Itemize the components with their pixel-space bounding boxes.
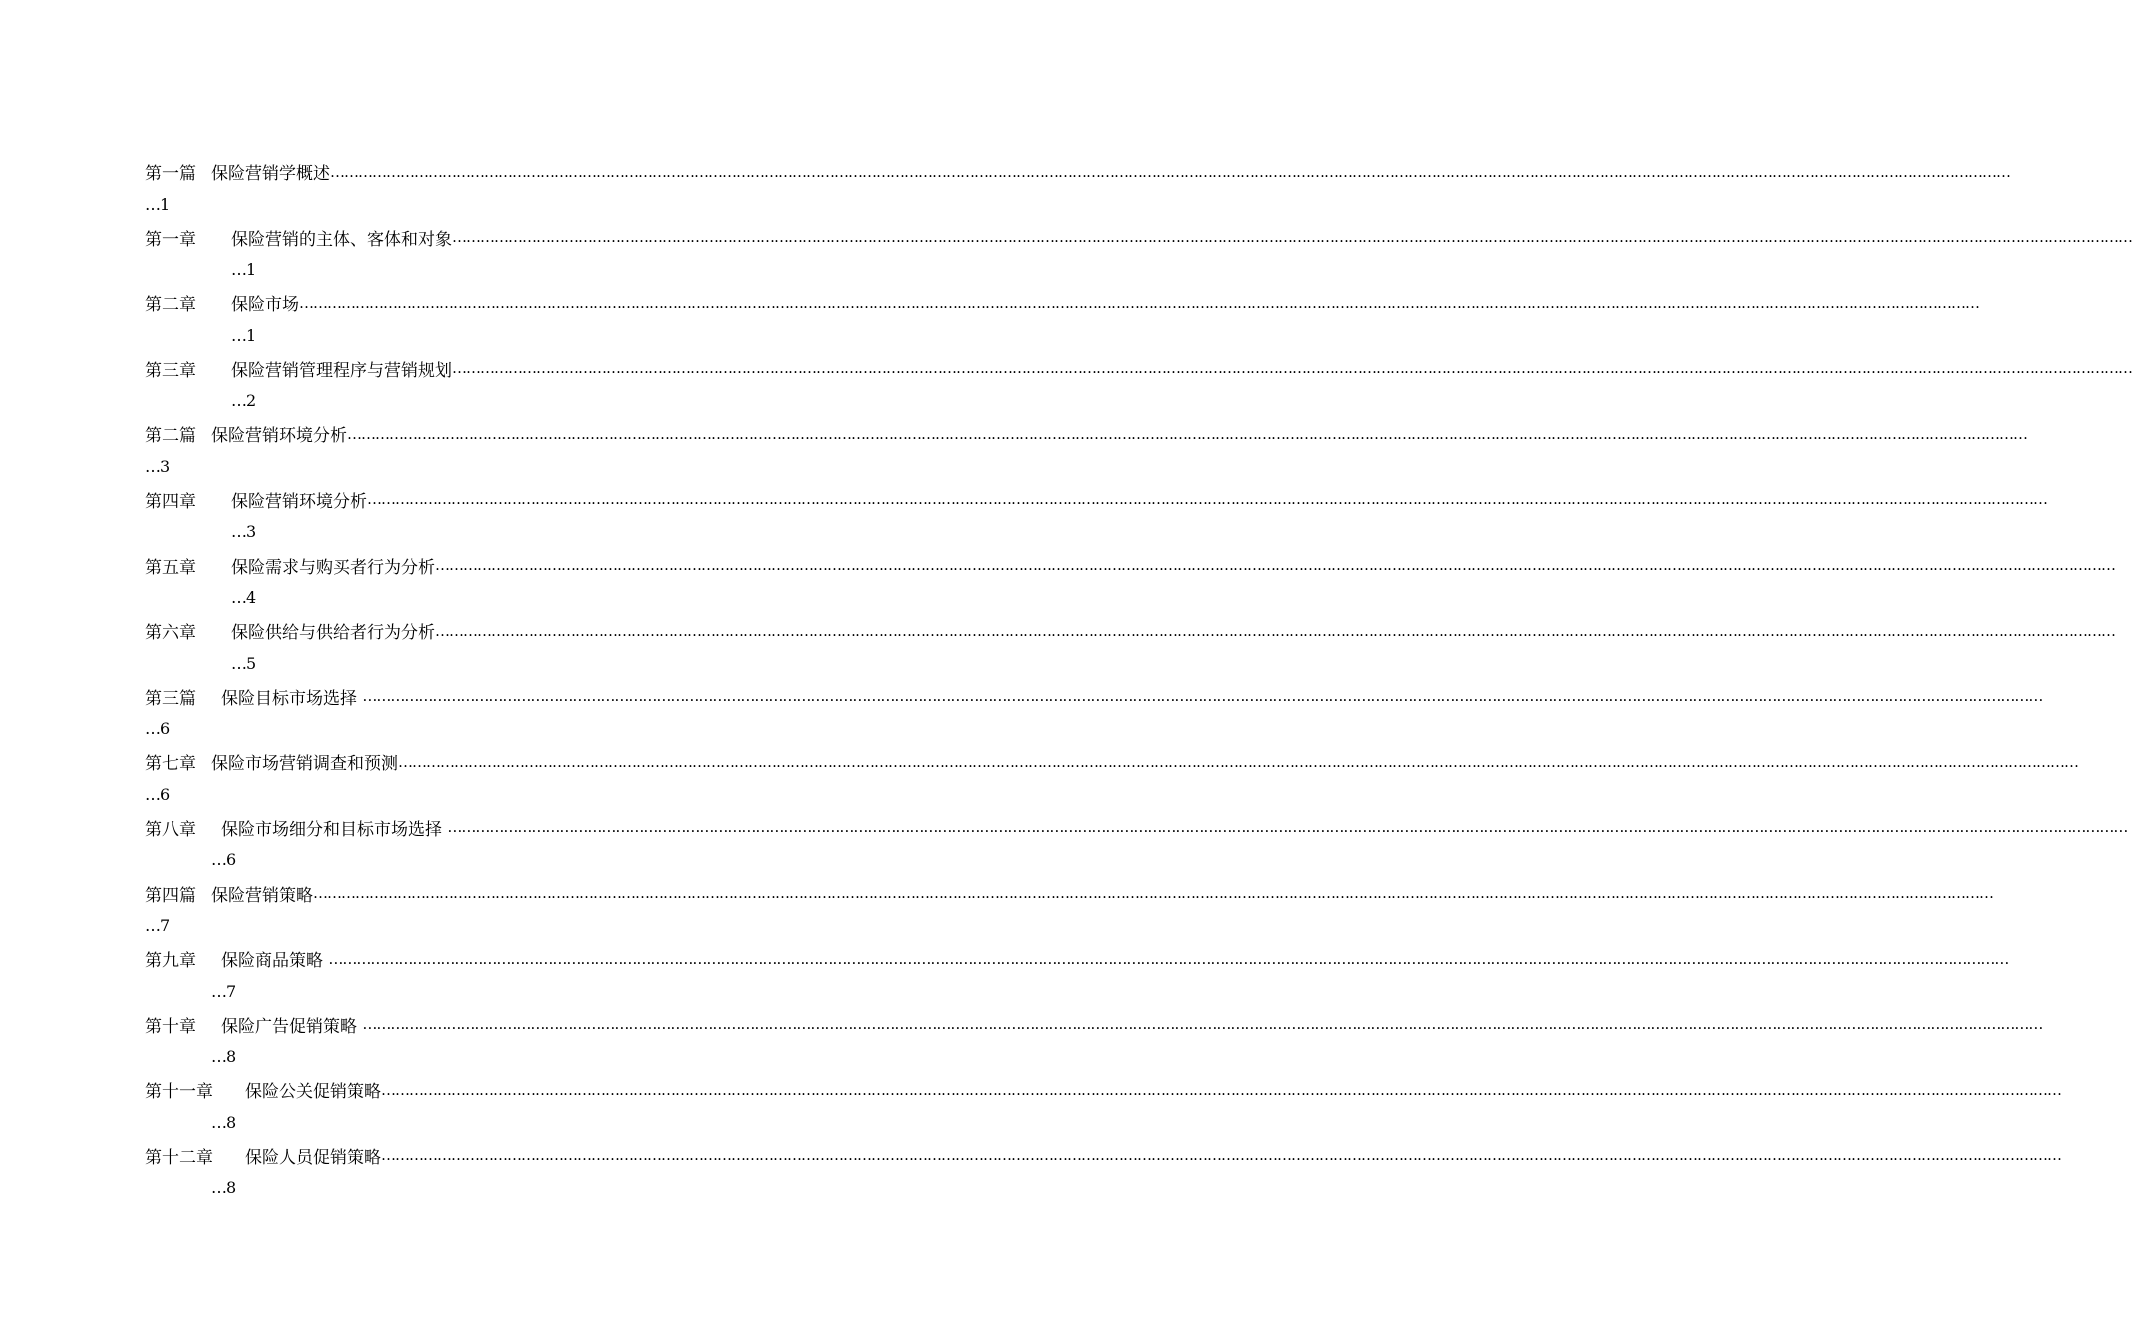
toc-entry-page-line <box>145 844 805 876</box>
toc-entry-leader-dots: ……………………………………………………………………………………………………………………………………………………………………………………………………………………………………………………………………………………………………………………………… <box>362 1015 2043 1034</box>
toc-entry-page-number: 7 <box>160 916 171 936</box>
toc-entry-heading-line <box>145 877 1993 910</box>
toc-entry-page-line <box>145 188 805 220</box>
toc-entry[interactable] <box>145 1008 2043 1074</box>
toc-entry-label: 第一篇 <box>145 164 196 184</box>
toc-entry[interactable] <box>145 614 2115 680</box>
toc-entry-page-number: 7 <box>226 981 237 1001</box>
toc-entry-leader-dots: ……………………………………………………………………………………………………………………………………………………………………………………………………………………………………………………………………………………………………………………………… <box>367 490 2047 509</box>
toc-entry-page-number: 5 <box>246 653 257 673</box>
toc-entry[interactable] <box>145 417 2027 483</box>
toc-entry-title: 保险营销环境分析 <box>231 491 367 512</box>
toc-entry-page-number: 8 <box>226 1047 237 1067</box>
toc-entry-label: 第四篇 <box>145 885 196 906</box>
toc-entry-page-line <box>145 713 805 745</box>
toc-entry-title: 保险营销环境分析 <box>211 426 347 447</box>
toc-entry-page-leader: … <box>231 325 246 345</box>
toc-entry[interactable] <box>145 286 1979 352</box>
toc-entry-leader-dots: ……………………………………………………………………………………………………………………………………………………………………………………………………………………………………………………………………………………………………………………………… <box>381 1080 2061 1099</box>
toc-entry-page-line <box>145 975 805 1007</box>
toc-entry-heading-line <box>145 221 2132 254</box>
toc-entry-title: 保险营销的主体、客体和对象 <box>231 229 452 250</box>
toc-entry-page-line <box>145 254 805 286</box>
toc-entry-title: 保险营销策略 <box>211 885 313 906</box>
toc-entry-page-number: 1 <box>246 325 257 345</box>
toc-entry[interactable] <box>145 155 2010 221</box>
toc-entry-page-number: 8 <box>226 1178 237 1198</box>
toc-entry-page-leader: … <box>231 522 246 542</box>
toc-entry[interactable] <box>145 549 2115 615</box>
toc-entry-page-line <box>145 1041 805 1073</box>
toc-entry-leader-dots: ……………………………………………………………………………………………………………………………………………………………………………………………………………………………………………………………………………………………………………………………… <box>435 621 2115 640</box>
toc-entry-leader-dots: ……………………………………………………………………………………………………………………………………………………………………………………………………………………………………………………………………………………………………………………………… <box>381 1146 2061 1165</box>
toc-entry-title: 保险公关促销策略 <box>245 1082 381 1103</box>
toc-entry-page-line <box>145 516 805 548</box>
toc-entry-page-line <box>145 647 805 679</box>
toc-entry-label: 第二章 <box>145 295 196 316</box>
toc-entry-label: 第五章 <box>145 557 196 578</box>
toc-entry-label: 第八章 <box>145 819 196 840</box>
toc-entry-leader-dots: ……………………………………………………………………………………………………………………………………………………………………………………………………………………………………………………………………………………………………………………………… <box>328 949 2009 968</box>
toc-entry[interactable] <box>145 680 2043 746</box>
toc-entry-heading-line <box>145 680 2043 713</box>
toc-entry-page-number: 6 <box>226 850 237 870</box>
toc-entry-leader-dots: ……………………………………………………………………………………………………………………………………………………………………………………………………………………………………………………………………………………………………………………………… <box>299 293 1979 312</box>
toc-entry-title: 保险供给与供给者行为分析 <box>231 623 435 644</box>
toc-entry[interactable] <box>145 1139 2061 1205</box>
toc-entry[interactable] <box>145 942 2009 1008</box>
toc-entry-title: 保险目标市场选择 <box>221 688 363 709</box>
toc-entry-heading-line <box>145 942 2009 975</box>
toc-entry-label: 第七章 <box>145 754 196 775</box>
toc-entry-heading-line <box>145 811 2128 844</box>
toc-entry-page-number: 1 <box>160 194 171 214</box>
toc-entry-leader-dots: ……………………………………………………………………………………………………………………………………………………………………………………………………………………………………………………………………………………………………………………………… <box>452 359 2132 378</box>
toc-entry-page-line <box>145 910 805 942</box>
toc-entry-leader-dots: ……………………………………………………………………………………………………………………………………………………………………………………………………………………………………………………………………………………………………………………………… <box>313 884 1993 903</box>
toc-entry-leader-dots: ……………………………………………………………………………………………………………………………………………………………………………………………………………………………………………………………………………………………………………………………… <box>435 556 2115 575</box>
toc-entry-label: 第六章 <box>145 623 196 644</box>
toc-entry-page-leader: … <box>145 456 160 476</box>
toc-entry[interactable] <box>145 811 2128 877</box>
toc-entry-title: 保险市场营销调查和预测 <box>211 754 398 775</box>
toc-entry-page-number: 6 <box>160 784 171 804</box>
toc-entry-title: 保险需求与购买者行为分析 <box>231 557 435 578</box>
toc-entry-page-leader: … <box>145 784 160 804</box>
toc-entry-page-leader: … <box>145 719 160 739</box>
toc-entry-heading-line <box>145 1139 2061 1172</box>
toc-entry-page-leader: … <box>231 588 246 608</box>
toc-entry[interactable] <box>145 877 1993 943</box>
table-of-contents <box>145 155 2132 1205</box>
toc-entry-label: 第十一章 <box>145 1082 213 1103</box>
toc-entry-title: 保险营销管理程序与营销规划 <box>231 360 452 381</box>
toc-entry-leader-dots: ……………………………………………………………………………………………………………………………………………………………………………………………………………………………………………………………………………………………………………………………… <box>452 228 2132 247</box>
toc-entry-page-number: 1 <box>246 260 257 280</box>
toc-entry-title: 保险人员促销策略 <box>245 1147 381 1168</box>
toc-entry-title: 保险商品策略 <box>221 951 329 972</box>
toc-entry[interactable] <box>145 745 2078 811</box>
toc-entry-page-line <box>145 778 805 810</box>
toc-entry-page-leader: … <box>211 981 226 1001</box>
toc-entry-heading-line <box>145 155 2010 188</box>
toc-entry-page-number: 3 <box>160 456 171 476</box>
toc-entry-heading-line <box>145 286 1979 319</box>
toc-entry-page-leader: … <box>145 916 160 936</box>
toc-entry-page-line <box>145 1172 805 1204</box>
toc-entry-heading-line <box>145 1008 2043 1041</box>
toc-entry[interactable] <box>145 1073 2061 1139</box>
toc-entry-page-leader: … <box>211 850 226 870</box>
toc-entry-page-number: 4 <box>246 588 257 608</box>
toc-entry-label: 第四章 <box>145 491 196 512</box>
toc-entry-page-line <box>145 385 805 417</box>
toc-entry-leader-dots: ……………………………………………………………………………………………………………………………………………………………………………………………………………………………………………………………………………………………………………………………… <box>447 818 2128 837</box>
toc-entry-page-leader: … <box>145 194 160 214</box>
toc-entry-page-line <box>145 582 805 614</box>
toc-entry-page-line <box>145 1106 805 1138</box>
toc-entry-page-leader: … <box>211 1112 226 1132</box>
toc-entry-page-number: 3 <box>246 522 257 542</box>
toc-entry-label: 第十二章 <box>145 1147 213 1168</box>
toc-entry-heading-line <box>145 352 2132 385</box>
toc-entry-page-number: 6 <box>160 719 171 739</box>
toc-entry-page-number: 8 <box>226 1112 237 1132</box>
toc-entry[interactable] <box>145 483 2047 549</box>
toc-entry-title: 保险市场 <box>231 295 299 316</box>
toc-entry-title: 保险市场细分和目标市场选择 <box>221 819 448 840</box>
toc-entry-heading-line <box>145 549 2115 582</box>
toc-entry-heading-line <box>145 1073 2061 1106</box>
toc-entry-page-number: 2 <box>246 391 257 411</box>
toc-entry-title: 保险广告促销策略 <box>221 1016 363 1037</box>
toc-entry-label: 第二篇 <box>145 426 196 447</box>
toc-entry-title: 保险营销学概述 <box>211 164 330 184</box>
toc-entry-label: 第一章 <box>145 229 196 250</box>
toc-entry-leader-dots: ……………………………………………………………………………………………………………………………………………………………………………………………………………………………………………………………………………………………………………………………… <box>362 687 2043 706</box>
toc-entry[interactable] <box>145 221 2132 287</box>
toc-entry-heading-line <box>145 745 2078 778</box>
toc-entry-page-leader: … <box>231 260 246 280</box>
toc-entry-leader-dots: ……………………………………………………………………………………………………………………………………………………………………………………………………………………………………………………………………………………………………………………………… <box>330 162 2010 181</box>
toc-entry-page-leader: … <box>231 391 246 411</box>
toc-entry-page-leader: … <box>211 1047 226 1067</box>
toc-entry-leader-dots: ……………………………………………………………………………………………………………………………………………………………………………………………………………………………………………………………………………………………………………………………… <box>398 752 2078 771</box>
toc-entry-page-leader: … <box>211 1178 226 1198</box>
toc-entry-page-line <box>145 319 805 351</box>
toc-entry-label: 第三章 <box>145 360 196 381</box>
toc-entry-heading-line <box>145 614 2115 647</box>
toc-entry-heading-line <box>145 483 2047 516</box>
toc-entry-heading-line <box>145 417 2027 450</box>
toc-entry-page-line <box>145 450 805 482</box>
toc-entry-label: 第三篇 <box>145 688 196 709</box>
toc-entry-label: 第九章 <box>145 951 196 972</box>
toc-entry[interactable] <box>145 352 2132 418</box>
toc-entry-label: 第十章 <box>145 1016 196 1037</box>
toc-entry-leader-dots: ……………………………………………………………………………………………………………………………………………………………………………………………………………………………………………………………………………………………………………………………… <box>347 424 2027 443</box>
toc-entry-page-leader: … <box>231 653 246 673</box>
